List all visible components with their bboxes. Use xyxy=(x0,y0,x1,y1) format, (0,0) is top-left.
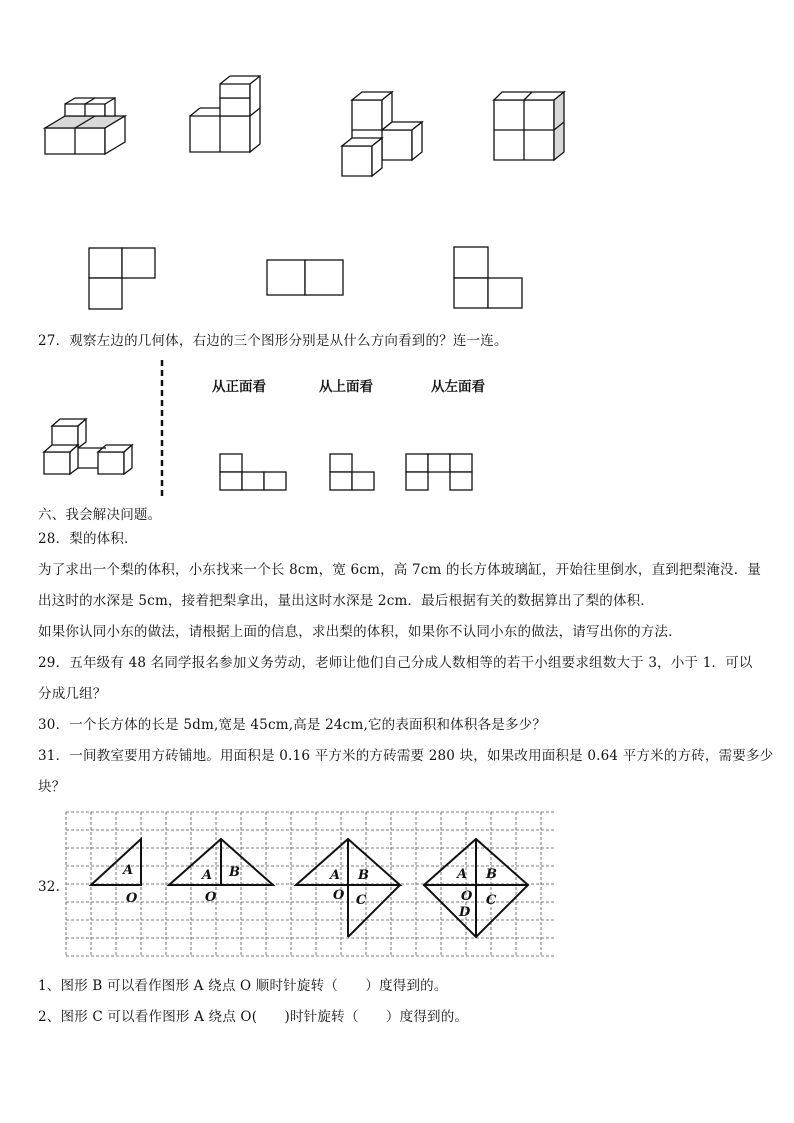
triangle-figure-3 xyxy=(296,839,400,937)
q32-number: 32. xyxy=(38,879,61,895)
q32-sub1: 1、图形 B 可以看作图形 A 绕点 O 顺时针旋转（ ）度得到的。 xyxy=(38,978,448,994)
label-a-1: A xyxy=(123,863,134,878)
label-o-3: O xyxy=(333,888,345,903)
q27-view-a xyxy=(219,453,289,493)
label-o-4: O xyxy=(461,889,473,904)
q31-line1: 31．一间教室要用方砖铺地。用面积是 0.16 平方米的方砖需要 280 块，如果改用面积是 0.64 平方米的方砖，需要多少 xyxy=(38,748,774,764)
view-shape-2 xyxy=(266,259,346,297)
view-label-top: 从上面看 xyxy=(319,379,373,395)
q28-line3: 如果你认同小东的做法，请根据上面的信息，求出梨的体积，如果你不认同小东的做法，请写出你的方法． xyxy=(38,624,682,640)
q27-text: 27．观察左边的几何体，右边的三个图形分别是从什么方向看到的？连一连。 xyxy=(38,333,508,349)
label-b-3: B xyxy=(358,868,369,883)
label-o-1: O xyxy=(126,891,138,906)
q32-sub2: 2、图形 C 可以看作图形 A 绕点 O( )时针旋转（ ）度得到的。 xyxy=(38,1009,469,1025)
label-o-2: O xyxy=(205,890,217,905)
q27-solid xyxy=(40,418,140,480)
label-c-3: C xyxy=(356,893,367,908)
label-b-2: B xyxy=(229,865,240,880)
view-shape-1 xyxy=(88,247,158,311)
label-a-2: A xyxy=(202,868,213,883)
solid-2 xyxy=(188,82,268,156)
label-a-3: A xyxy=(330,868,341,883)
section-heading: 六、我会解决问题。 xyxy=(38,507,162,523)
q30-text: 30．一个长方体的长是 5dm,宽是 45cm,高是 24cm,它的表面积和体积各是多少？ xyxy=(38,717,547,733)
q31-line2: 块？ xyxy=(38,779,66,795)
q29-line1: 29．五年级有 48 名同学报名参加义务劳动，老师让他们自己分成人数相等的若干小组要求组数大于 3，小于 1．可以 xyxy=(38,655,753,671)
label-c-4: C xyxy=(486,893,497,908)
label-b-4: B xyxy=(486,867,497,882)
view-shape-3 xyxy=(453,246,525,310)
label-d-4: D xyxy=(459,905,471,920)
view-label-front: 从正面看 xyxy=(212,379,266,395)
solid-4 xyxy=(490,92,570,162)
solid-1 xyxy=(40,98,130,158)
view-label-left: 从左面看 xyxy=(431,379,485,395)
q27-view-c xyxy=(405,453,475,493)
triangle-figure-2 xyxy=(169,839,273,885)
q28-title: 28．梨的体积． xyxy=(38,531,138,547)
triangle-figure-4 xyxy=(424,839,528,937)
q29-line2: 分成几组？ xyxy=(38,686,107,702)
q28-line2: 出这时的水深是 5cm，接着把梨拿出，量出这时水深是 2cm．最后根据有关的数据算出了梨的体积． xyxy=(38,593,655,609)
label-a-4: A xyxy=(457,867,468,882)
q32-grid-figure xyxy=(66,812,558,962)
solid-3 xyxy=(338,92,430,178)
q28-line1: 为了求出一个梨的体积，小东找来一个长 8cm，宽 6cm，高 7cm 的长方体玻璃缸，开始往里倒水，直到把梨淹没．量 xyxy=(38,562,762,578)
divider-dashed xyxy=(160,360,164,500)
q27-view-b xyxy=(329,453,377,493)
